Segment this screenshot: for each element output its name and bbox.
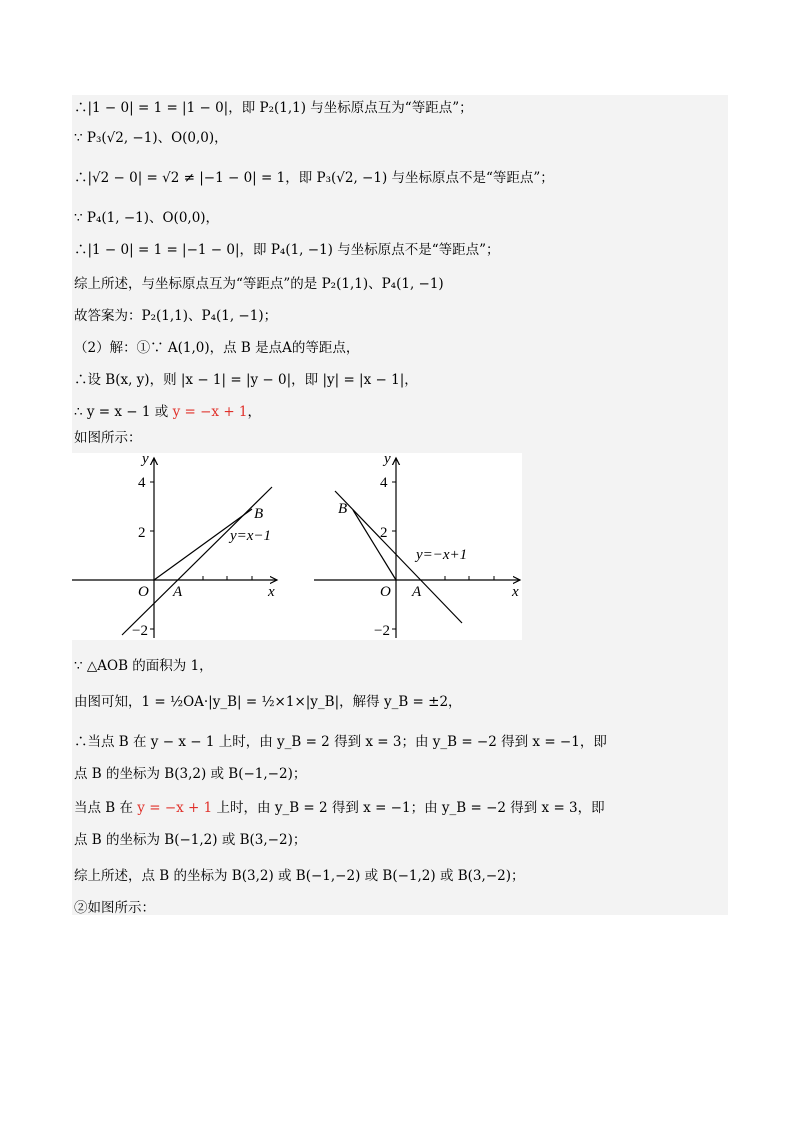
left-segment-ob [154, 509, 252, 580]
text-line-2: ∵ P₃(√2, −1)、O(0,0)， [74, 130, 228, 146]
left-origin-label: O [138, 584, 149, 600]
text-line-9: ∴设 B(x, y)，则 |x − 1| = |y − 0|，即 |y| = |x − 1|， [74, 372, 418, 388]
text-line-6: 综上所述，与坐标原点互为“等距点”的是 P₂(1,1)、P₄(1, −1) [74, 276, 444, 292]
text-line-10 [74, 402, 261, 422]
right-point-a-label: A [412, 584, 422, 600]
text-line-12: ∵ △AOB 的面积为 1， [74, 658, 213, 674]
right-origin-label: O [380, 584, 391, 600]
right-segment-ob [353, 510, 396, 580]
text-line-15: 点 B 的坐标为 B(3,2) 或 B(−1,−2)； [74, 766, 307, 782]
text-line-8: （2）解：①∵ A(1,0)，点 B 是点A的等距点， [74, 340, 360, 356]
text-line-7: 故答案为：P₂(1,1)、P₄(1, −1)； [74, 308, 278, 324]
text-line-16 [74, 798, 605, 818]
text-line-1: ∴|1 − 0| = 1 = |1 − 0|，即 P₂(1,1) 与坐标原点互为“等距点”； [74, 100, 473, 116]
right-y-axis-label: y [384, 453, 391, 467]
graphs-svg [72, 453, 522, 640]
line16-prefix: 当点 B 在 [74, 800, 138, 816]
text-line-18: 综上所述，点 B 的坐标为 B(3,2) 或 B(−1,−2) 或 B(−1,2) 或 B(3,−2)； [74, 868, 525, 884]
text-line-19: ②如图所示： [74, 900, 155, 916]
left-graph [72, 453, 277, 639]
left-x-axis-label: x [268, 584, 275, 600]
left-tick-label-neg2: −2 [132, 623, 148, 639]
text-line-3: ∴|√2 − 0| = √2 ≠ |−1 − 0| = 1，即 P₃(√2, −1) 与坐标原点不是“等距点”； [74, 170, 554, 186]
right-graph [314, 453, 520, 639]
left-point-b-label: B [254, 506, 264, 522]
left-line-label: y=x−1 [230, 528, 272, 544]
text-line-11: 如图所示： [74, 430, 142, 446]
left-tick-label-4: 4 [138, 475, 146, 491]
right-point-b-label: B [338, 501, 348, 517]
line10-suffix: ， [247, 404, 262, 420]
right-tick-label-2: 2 [380, 525, 388, 541]
line16-red-equation: y = −x + 1 [137, 800, 213, 816]
right-tick-label-neg2: −2 [374, 623, 390, 639]
text-line-4: ∵ P₄(1, −1)、O(0,0)， [74, 210, 220, 226]
left-line-y-equals-x-minus-1 [122, 487, 272, 635]
right-line-label: y=−x+1 [416, 547, 468, 563]
line16-suffix: 上时，由 y_B = 2 得到 x = −1；由 y_B = −2 得到 x = 3，即 [212, 800, 605, 816]
line10-red-equation: y = −x + 1 [172, 404, 248, 420]
line10-prefix: ∴ y = x − 1 或 [74, 404, 173, 420]
text-line-17: 点 B 的坐标为 B(−1,2) 或 B(3,−2)； [74, 832, 307, 848]
left-point-a-label: A [173, 584, 183, 600]
text-line-5: ∴|1 − 0| = 1 = |−1 − 0|，即 P₄(1, −1) 与坐标原点不是“等距点”； [74, 242, 500, 258]
figure-container [72, 453, 522, 640]
left-tick-label-2: 2 [138, 525, 146, 541]
left-y-axis-label: y [142, 453, 149, 467]
right-x-axis-label: x [512, 584, 519, 600]
right-tick-label-4: 4 [380, 475, 388, 491]
text-line-14: ∴当点 B 在 y − x − 1 上时，由 y_B = 2 得到 x = 3；由 y_B = −2 得到 x = −1，即 [74, 734, 607, 750]
text-line-13: 由图可知，1 = ½OA·|y_B| = ½×1×|y_B|，解得 y_B = ±2， [74, 694, 462, 710]
